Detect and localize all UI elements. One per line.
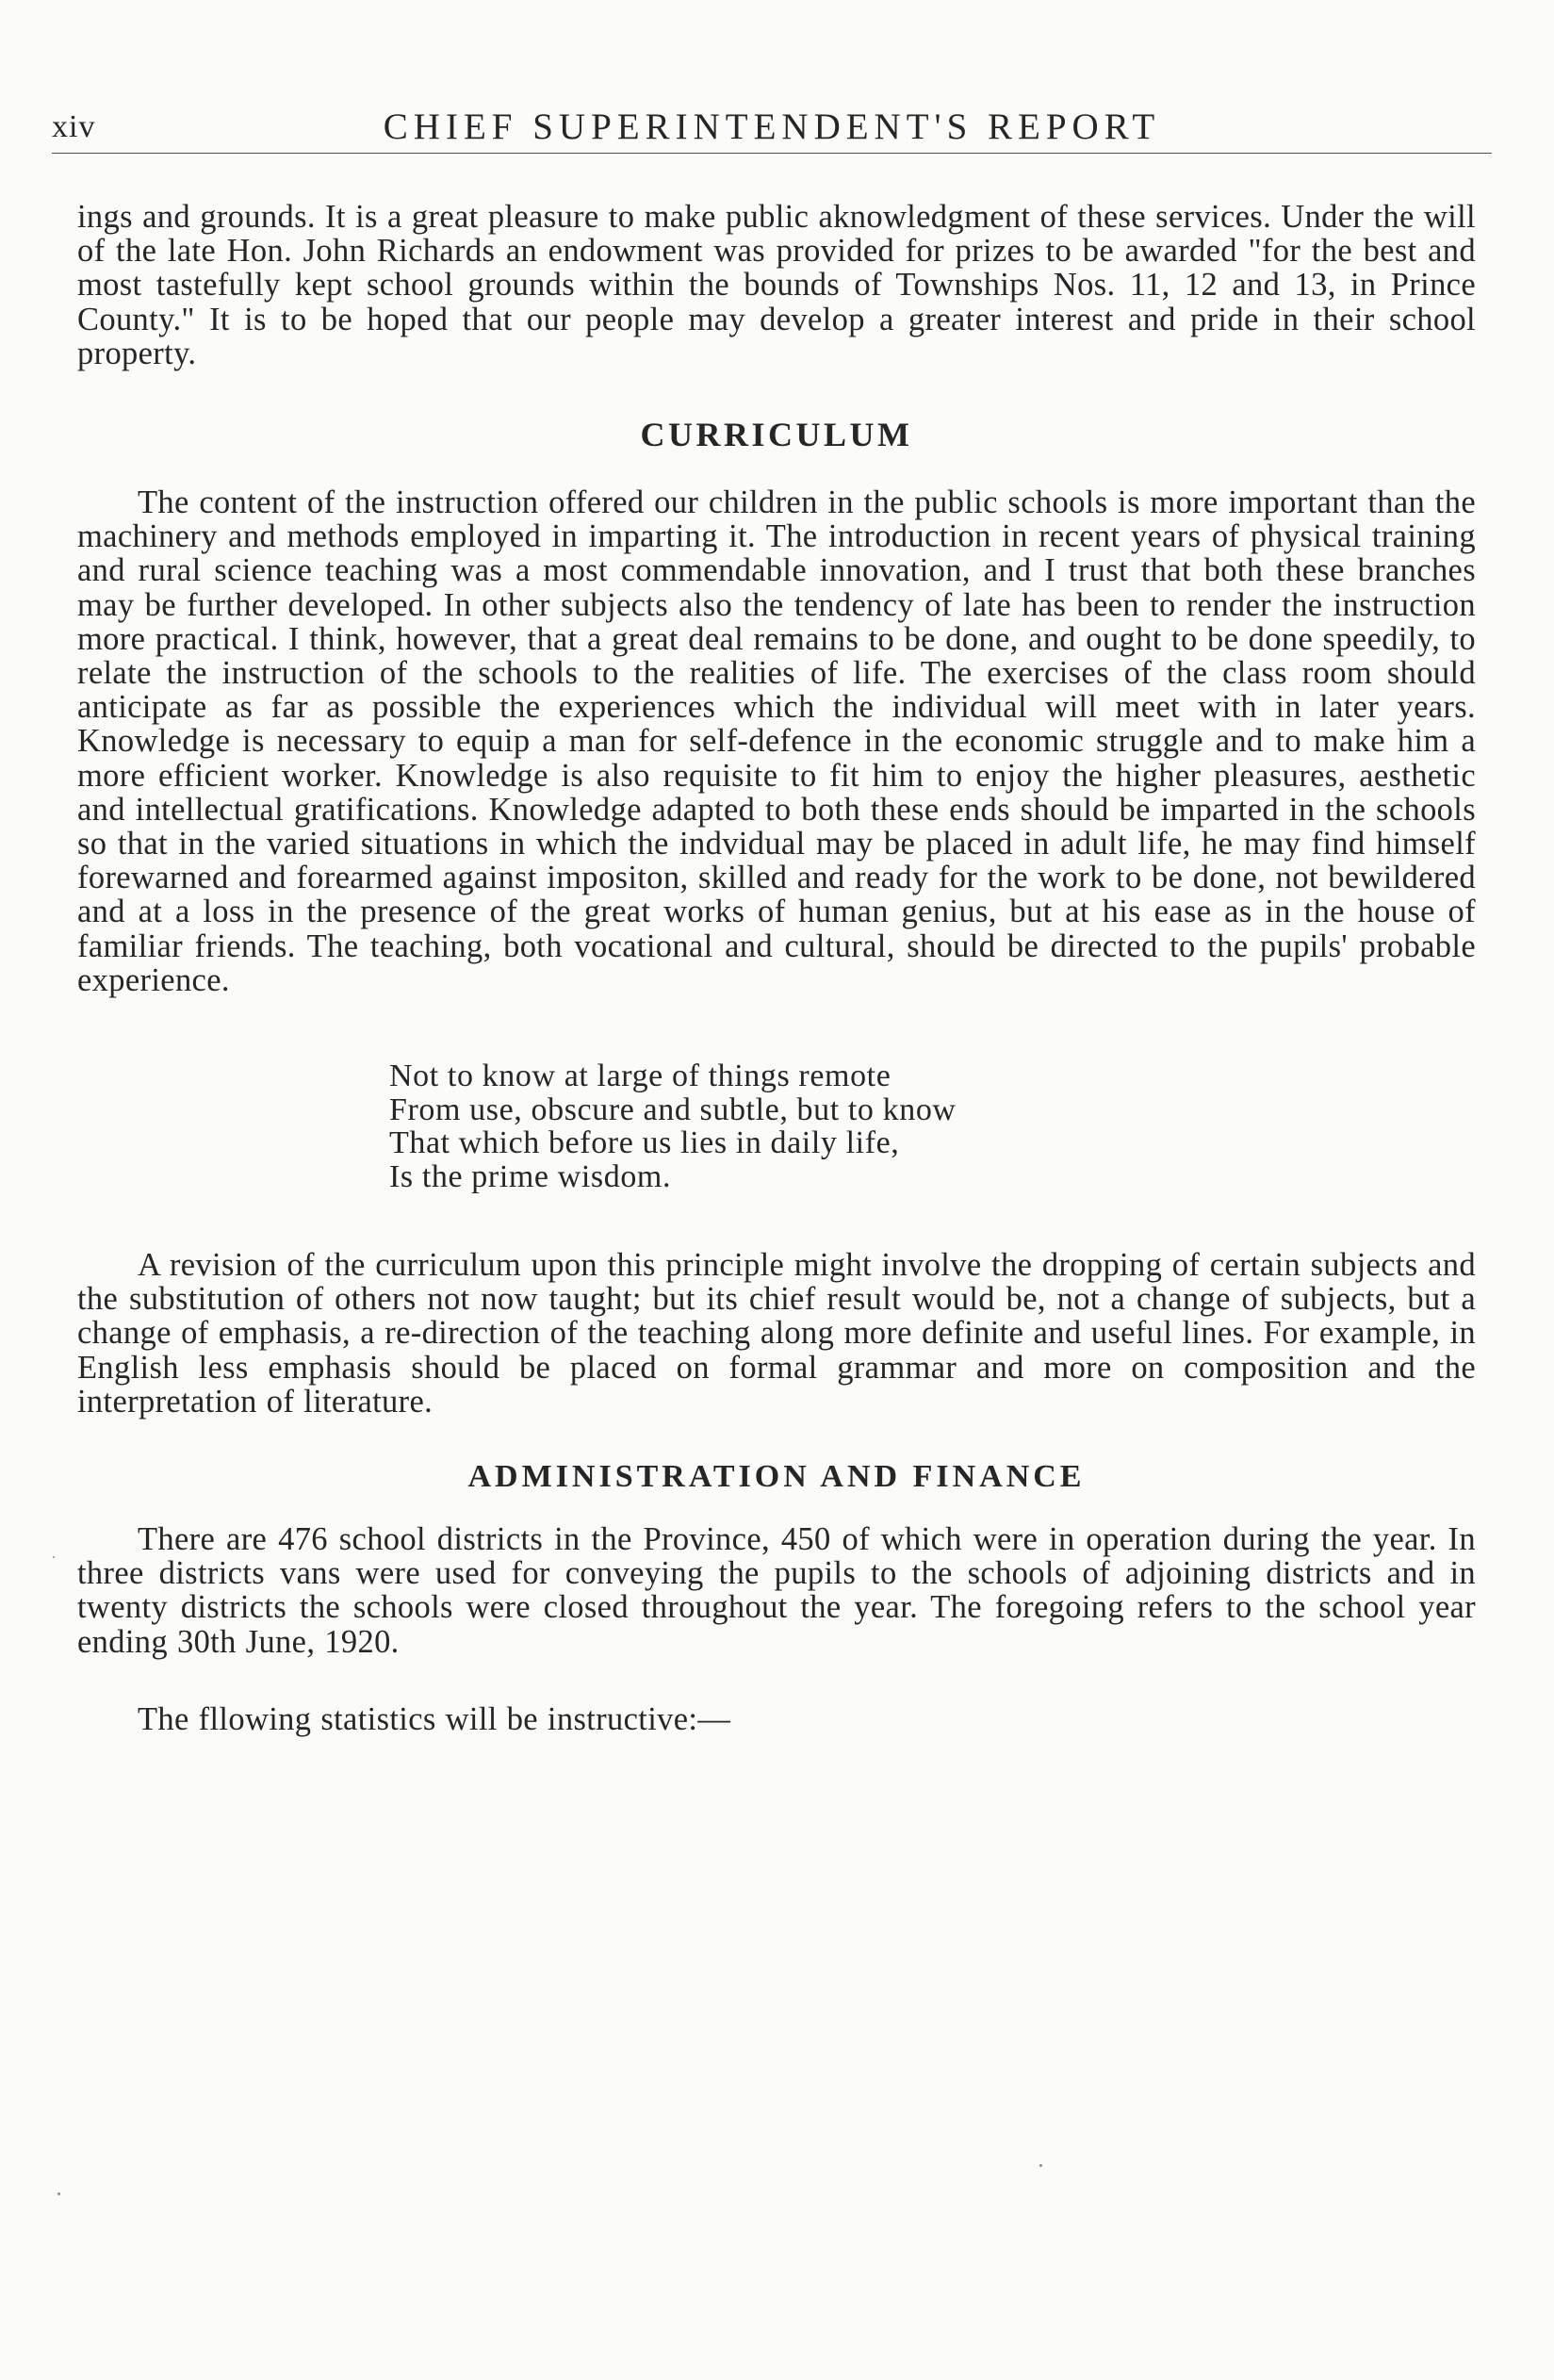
- poem-line: That which before us lies in daily life,: [389, 1125, 900, 1161]
- print-speck: [53, 1556, 55, 1558]
- revision-paragraph: A revision of the curriculum upon this principle might involve the dropping of certain subjects and the substitution of others not now taught; but its chief result would be, not a change of subjects, but a change of emphasis, a re-direction of the teaching along more definite and useful lines. For example, in English less emphasis should be placed on formal grammar and more on composition and the interpretation of literature.: [77, 1247, 1476, 1420]
- page-number: xiv: [52, 109, 96, 144]
- poem-line: Is the prime wisdom.: [389, 1158, 672, 1194]
- running-title: CHIEF SUPERINTENDENT'S REPORT: [383, 107, 1161, 147]
- print-speck: [57, 2192, 60, 2195]
- curriculum-heading: CURRICULUM: [640, 416, 913, 454]
- opening-paragraph: ings and grounds. It is a great pleasure to make public aknowledgment of these services. Under the will of the late Hon. John Richards an endowment was provided for prizes to be awarded "for the best and most tastefully kept school grounds within the bounds of Townships Nos. 11, 12 and 13, in Prince County." It is to be hoped that our people may develop a greater interest and pride in their school property.: [77, 199, 1476, 371]
- poem-quotation: [389, 1059, 1476, 1193]
- poem-line: From use, obscure and subtle, but to know: [389, 1092, 957, 1127]
- statistics-intro: The fllowing statistics will be instructive:—: [138, 1700, 731, 1737]
- curriculum-paragraph: The content of the instruction offered our children in the public schools is more important than the machinery and methods employed in imparting it. The introduction in recent years of physical training and rural science teaching was a most commendable innovation, and I trust that both these branches may be further developed. In other subjects also the tendency of late has been to render the instruction more practical. I think, however, that a great deal remains to be done, and ought to be done speedily, to relate the instruction of the schools to the realities of life. The exercises of the class room should anticipate as far as possible the experiences which the individual will meet with in later years. Knowledge is necessary to equip a man for self-defence in the economic struggle and to make him a more efficient worker. Knowledge is also requisite to fit him to enjoy the higher pleasures, aesthetic and intellectual gratifications. Knowledge adapted to both these ends should be imparted in the schools so that in the varied situations in which the indvidual may be placed in adult life, he may find himself forewarned and forearmed against impositon, skilled and ready for the work to be done, not bewildered and at a loss in the presence of the great works of human genius, but at his ease as in the house of familiar friends. The teaching, both vocational and cultural, should be directed to the pupils' probable experience.: [77, 484, 1476, 998]
- report-body: [77, 200, 1476, 1736]
- administration-heading: ADMINISTRATION AND FINANCE: [467, 1459, 1086, 1495]
- page-header: [52, 102, 1492, 158]
- administration-paragraph: There are 476 school districts in the Province, 450 of which were in operation during the year. In three districts vans were used for conveying the pupils to the schools of adjoining districts and in twenty districts the schools were closed throughout the year. The foregoing refers to the school year ending 30th June, 1920.: [77, 1521, 1476, 1660]
- poem-line: Not to know at large of things remote: [389, 1059, 892, 1094]
- header-rule: [52, 153, 1492, 154]
- print-speck: [1039, 2164, 1042, 2167]
